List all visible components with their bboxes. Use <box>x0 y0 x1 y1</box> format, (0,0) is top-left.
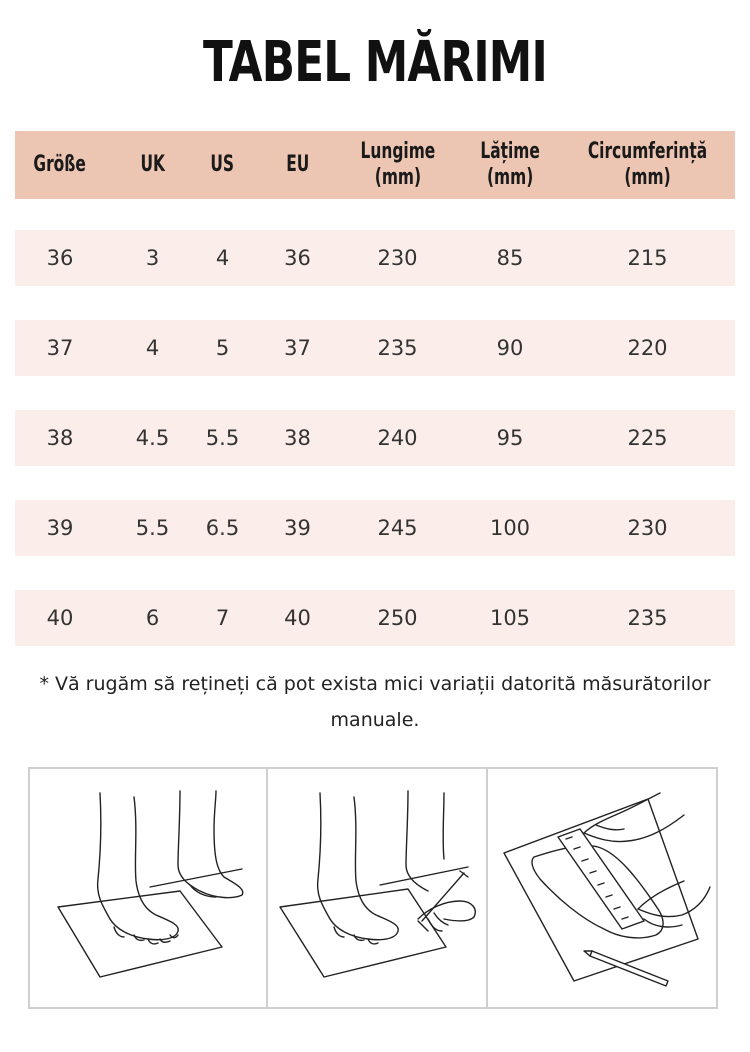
cell-size: 37 <box>46 336 74 360</box>
cell-circumference: 220 <box>627 336 668 360</box>
cell-size: 36 <box>46 246 74 270</box>
cell-width: 95 <box>496 426 524 450</box>
table-row <box>15 500 735 556</box>
cell-length: 235 <box>377 336 418 360</box>
cell-length: 240 <box>377 426 418 450</box>
header-eu: EU <box>285 152 310 177</box>
cell-circumference: 230 <box>627 516 668 540</box>
cell-us: 4 <box>215 246 230 270</box>
cell-eu: 36 <box>284 246 311 270</box>
cell-uk: 4 <box>145 336 160 360</box>
table-row <box>15 590 735 646</box>
cell-width: 90 <box>496 336 524 360</box>
cell-us: 5 <box>215 336 230 360</box>
table-row <box>15 230 735 286</box>
cell-eu: 39 <box>284 516 311 540</box>
header-uk: UK <box>140 152 165 177</box>
cell-us: 6.5 <box>205 516 240 540</box>
cell-eu: 37 <box>284 336 311 360</box>
cell-size: 40 <box>46 606 74 630</box>
cell-us: 7 <box>215 606 230 630</box>
cell-length: 250 <box>377 606 418 630</box>
cell-eu: 38 <box>284 426 311 450</box>
cell-size: 39 <box>46 516 74 540</box>
cell-width: 100 <box>489 516 531 540</box>
header-circumference: Circumferință (mm) <box>587 139 708 190</box>
cell-length: 230 <box>377 246 418 270</box>
page-title: TABEL MĂRIMI <box>203 30 547 95</box>
header-us: US <box>210 152 235 177</box>
header-length: Lungime (mm) <box>360 139 435 190</box>
table-row <box>15 410 735 466</box>
header-size: Größe <box>33 152 87 177</box>
cell-width: 105 <box>489 606 531 630</box>
header-width: Lățime (mm) <box>480 139 540 190</box>
foot-on-paper-illustration <box>30 769 266 1007</box>
table-header <box>15 131 735 199</box>
cell-uk: 5.5 <box>135 516 170 540</box>
cell-uk: 4.5 <box>135 426 170 450</box>
ruler-measurement-illustration <box>488 769 718 1007</box>
cell-us: 5.5 <box>205 426 240 450</box>
cell-circumference: 235 <box>627 606 668 630</box>
cell-circumference: 215 <box>627 246 668 270</box>
cell-size: 38 <box>46 426 74 450</box>
cell-uk: 3 <box>145 246 160 270</box>
foot-outline-tracing-illustration <box>268 769 486 1007</box>
cell-length: 245 <box>377 516 418 540</box>
measurement-note: * Vă rugăm să rețineți că pot exista mici variații datorită măsurătorilor manuale. <box>39 673 711 731</box>
measurement-illustrations <box>28 767 718 1009</box>
cell-width: 85 <box>496 246 524 270</box>
cell-eu: 40 <box>284 606 311 630</box>
cell-uk: 6 <box>145 606 160 630</box>
table-row <box>15 320 735 376</box>
cell-circumference: 225 <box>627 426 668 450</box>
